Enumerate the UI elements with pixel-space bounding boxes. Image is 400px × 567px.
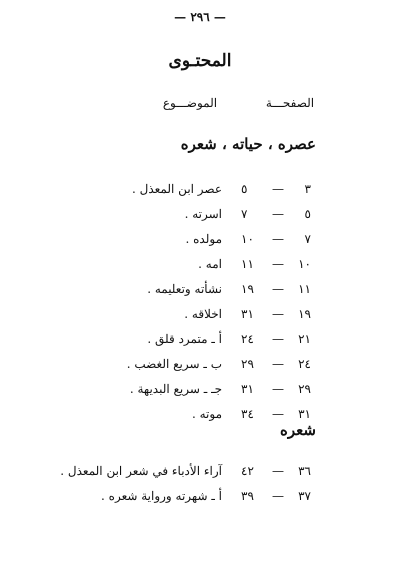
toc-subject: آراء الأدباء في شعر ابن المعذل . — [60, 464, 222, 478]
toc-subject: اسرته . — [184, 207, 222, 221]
page-dash: — — [272, 407, 284, 421]
page-end: ٧ — [241, 207, 248, 221]
page-start: ١٠ — [298, 257, 311, 271]
page-dash: — — [272, 282, 284, 296]
page-end: ١٠ — [241, 232, 254, 246]
toc-entry — [0, 203, 400, 225]
page-dash: — — [272, 232, 284, 246]
page-dash: — — [272, 357, 284, 371]
toc-subject: ب ـ سريع الغضب . — [126, 357, 222, 371]
page-end: ٣١ — [241, 382, 254, 396]
page-dash: — — [272, 207, 284, 221]
toc-subject: أ ـ متمرد قلق . — [147, 332, 222, 346]
page-start: ٣٦ — [298, 464, 311, 478]
page-dash: — — [272, 382, 284, 396]
page-start: ٥ — [304, 207, 311, 221]
page-end: ٣١ — [241, 307, 254, 321]
page-end: ١٩ — [241, 282, 254, 296]
toc-entry — [0, 253, 400, 275]
page-end: ٥ — [241, 182, 248, 196]
toc-subject: موته . — [191, 407, 222, 421]
page-start: ٢١ — [298, 332, 311, 346]
page-range — [234, 378, 318, 400]
page-number: — ٢٩٦ — — [174, 10, 226, 24]
page-range — [234, 253, 318, 275]
page-start: ٢٤ — [298, 357, 311, 371]
page-start: ١١ — [298, 282, 311, 296]
page-start: ٣٧ — [298, 489, 311, 503]
toc-subject: جـ ـ سريع البديهة . — [129, 382, 222, 396]
page-range — [234, 328, 318, 350]
toc-subject: أ ـ شهرته ورواية شعره . — [101, 489, 222, 503]
toc-entry — [0, 460, 400, 482]
page-start: ٣ — [304, 182, 311, 196]
toc-entry — [0, 485, 400, 507]
toc-subject: اخلاقه . — [184, 307, 222, 321]
page-dash: — — [272, 464, 284, 478]
section-heading: عصره ، حياته ، شعره — [180, 135, 316, 153]
page-range — [234, 303, 318, 325]
page-end: ٢٩ — [241, 357, 254, 371]
toc-entry — [0, 353, 400, 375]
page-title: المحتـوى — [168, 51, 232, 71]
toc-entry — [0, 178, 400, 200]
toc-subject: امه . — [198, 257, 222, 271]
page-range — [234, 460, 318, 482]
page-end: ٤٢ — [241, 464, 254, 478]
page-range — [234, 353, 318, 375]
page-range — [234, 228, 318, 250]
page-end: ٣٤ — [241, 407, 254, 421]
page-start: ٣١ — [298, 407, 311, 421]
column-header-page: الصفحـــة — [265, 96, 315, 110]
page-dash: — — [272, 307, 284, 321]
page-dash: — — [272, 489, 284, 503]
page-start: ٧ — [304, 232, 311, 246]
column-headers — [0, 96, 400, 116]
page-dash: — — [272, 257, 284, 271]
column-header-subject: الموضـــوع — [162, 96, 218, 110]
page-range — [234, 278, 318, 300]
page-end: ٣٩ — [241, 489, 254, 503]
section-heading: شعره — [280, 421, 316, 439]
page-dash: — — [272, 182, 284, 196]
toc-subject: عصر ابن المعذل . — [132, 182, 222, 196]
toc-entry — [0, 278, 400, 300]
toc-subject: نشأته وتعليمه . — [147, 282, 222, 296]
toc-entry — [0, 328, 400, 350]
toc-entry — [0, 303, 400, 325]
page-range — [234, 485, 318, 507]
page-dash: — — [272, 332, 284, 346]
page-end: ٢٤ — [241, 332, 254, 346]
toc-subject: مولده . — [185, 232, 222, 246]
page-range — [234, 203, 318, 225]
toc-entry — [0, 228, 400, 250]
page-start: ١٩ — [298, 307, 311, 321]
page-start: ٢٩ — [298, 382, 311, 396]
toc-entry — [0, 378, 400, 400]
page-end: ١١ — [241, 257, 254, 271]
page-range — [234, 178, 318, 200]
